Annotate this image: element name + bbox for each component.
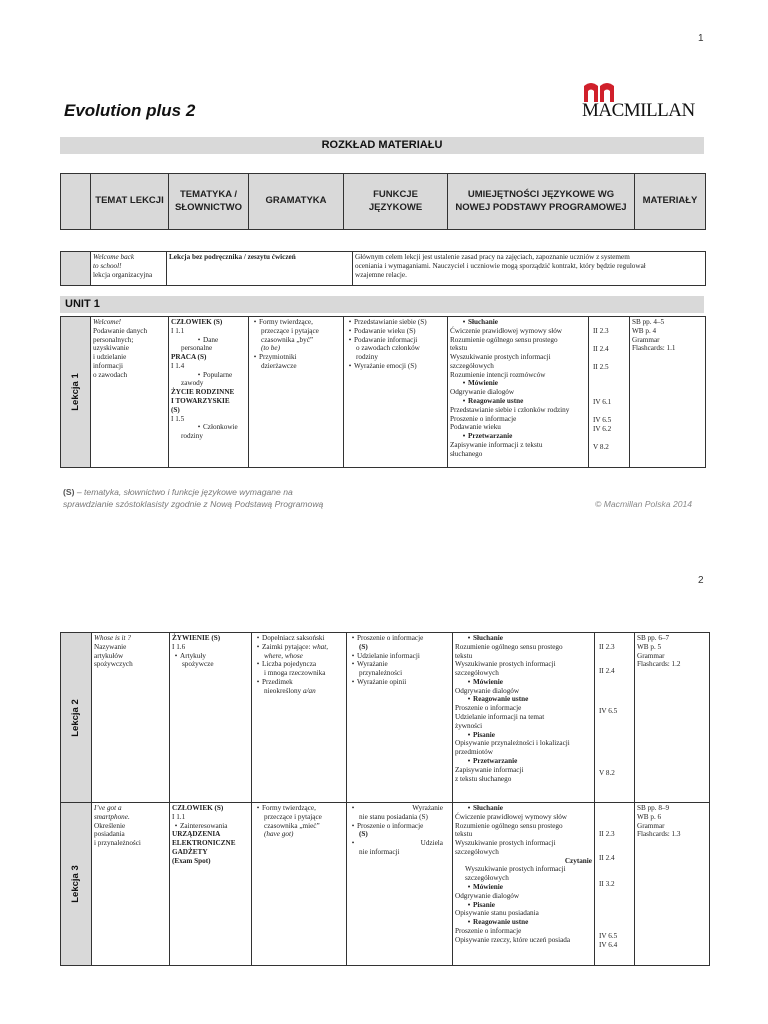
- material-item: Flashcards: 1.1: [632, 344, 676, 353]
- vocab-code: I 1.6: [172, 642, 186, 651]
- function-item: • Wyrażanie emocji (S): [346, 362, 445, 371]
- skill-heading: Czytanie: [564, 856, 592, 865]
- header-grammar: GRAMATYKA: [249, 174, 344, 230]
- material-item: WB p. 4: [632, 326, 657, 335]
- curriculum-code: II 2.4: [599, 853, 615, 862]
- skill-item: Wyszukiwanie prostych informacji: [455, 660, 556, 669]
- intro-topic-cell: [91, 252, 167, 286]
- vocab-code: I 1.4: [171, 361, 185, 370]
- vocab-heading: (S): [171, 405, 180, 414]
- grammar-item: przeczące i pytające: [261, 326, 319, 335]
- topic-line: Nazywanie: [94, 642, 127, 651]
- skill-item: Odgrywanie dialogów: [455, 686, 520, 695]
- header-functions: FUNKCJE JĘZYKOWE: [344, 174, 448, 230]
- skill-item: Rozumienie ogólnego sensu prostego: [450, 335, 558, 344]
- grammar-item: where, whose: [264, 651, 303, 660]
- function-item: przynależności: [359, 669, 403, 678]
- function-item: • Proszenie o informacje: [349, 822, 450, 831]
- vocab-code: I 1.5: [171, 414, 185, 423]
- vocab-heading: ELEKTRONICZNE: [172, 839, 236, 848]
- intro-side-cell: [61, 252, 91, 286]
- material-item: WB p. 6: [637, 812, 662, 821]
- material-item: SB pp. 4–5: [632, 318, 665, 326]
- material-item: Flashcards: 1.3: [637, 830, 681, 839]
- function-item: • Przedstawianie siebie (S): [346, 318, 445, 327]
- vocab-item: personalne: [181, 344, 213, 353]
- skill-item: Wyszukiwanie prostych informacji: [465, 865, 566, 874]
- intro-description-line: Głównym celem lekcji jest ustalenie zasad pracy na zajęciach, zapoznanie uczniów z systemem: [355, 253, 630, 261]
- lesson-label: Lekcja 1: [69, 373, 81, 411]
- skill-heading: • Reagowanie ustne: [455, 695, 592, 704]
- skill-item: przedmiotów: [455, 748, 493, 757]
- skill-heading: • Reagowanie ustne: [455, 918, 592, 927]
- grammar-text: a/an: [302, 686, 316, 695]
- lesson-2-side-cell: [61, 633, 92, 803]
- skill-item: z tekstu słuchanego: [455, 774, 512, 783]
- skill-heading: • Słuchanie: [455, 634, 592, 643]
- skill-heading: • Reagowanie ustne: [450, 397, 586, 406]
- material-item: SB pp. 6–7: [637, 634, 670, 642]
- function-item: rodziny: [356, 353, 378, 362]
- lesson-3-codes-cell: [595, 803, 635, 966]
- intro-lesson-table: [60, 251, 706, 286]
- material-item: Flashcards: 1.2: [637, 660, 681, 669]
- lessons-2-3-table: [60, 632, 710, 966]
- lesson-1-codes-cell: [589, 317, 630, 468]
- skill-heading: • Pisanie: [455, 731, 592, 740]
- schedule-header-table: [60, 173, 706, 230]
- topic-line: personalnych;: [93, 335, 134, 344]
- skill-item: Rozumienie ogólnego sensu prostego: [455, 821, 563, 830]
- grammar-item: • Liczba pojedyncza: [254, 660, 344, 669]
- skill-heading: • Mówienie: [450, 379, 586, 388]
- skill-item: tekstu: [455, 651, 473, 660]
- header-topic: TEMAT LEKCJI: [91, 174, 169, 230]
- topic-line: i przynależności: [94, 839, 141, 848]
- skill-heading: • Pisanie: [455, 901, 592, 910]
- lesson-3-grammar-cell: [252, 803, 347, 966]
- topic-line: i udzielanie: [93, 353, 127, 362]
- lesson-1-materials-cell: [630, 317, 706, 468]
- function-item: nie informacji: [359, 847, 400, 856]
- function-text: Wyrażanie: [412, 804, 443, 812]
- vocab-heading: ŻYWIENIE (S): [172, 634, 221, 642]
- vocab-item: spożywcze: [182, 660, 214, 669]
- function-item: • Proszenie o informacje: [349, 634, 450, 643]
- curriculum-code: V 8.2: [599, 769, 615, 778]
- skill-item: Rozumienie ogólnego sensu prostego: [455, 642, 563, 651]
- grammar-item: • Przymiotniki: [251, 353, 341, 362]
- skill-item: Opisywanie przynależności i lokalizacji: [455, 739, 570, 748]
- curriculum-code: II 2.4: [593, 344, 609, 353]
- vocab-heading: (Exam Spot): [172, 856, 211, 865]
- vocab-heading: URZĄDZENIA: [172, 830, 221, 839]
- lesson-label: Lekcja 3: [70, 865, 82, 903]
- footnote-text: sprawdzianie szóstoklasisty zgodnie z Nową Podstawą Programową: [63, 499, 324, 510]
- curriculum-code: IV 6.4: [599, 941, 618, 950]
- skill-item: żywności: [455, 721, 483, 730]
- skill-item: Proszenie o informacje: [455, 926, 522, 935]
- topic-line: Określenie: [94, 821, 126, 830]
- header-materials: MATERIAŁY: [635, 174, 706, 230]
- lesson-1-functions-cell: [344, 317, 448, 468]
- grammar-item: • Formy twierdzące,: [254, 804, 344, 813]
- vocab-heading: CZŁOWIEK (S): [172, 804, 224, 812]
- vocab-item: • Dane: [171, 336, 246, 345]
- book-title: Evolution plus 2: [64, 101, 196, 120]
- function-item: [349, 839, 450, 848]
- curriculum-code: IV 6.5: [599, 932, 618, 941]
- skill-item: tekstu: [455, 830, 473, 839]
- intro-topic-line: to school!: [93, 261, 122, 270]
- vocab-heading: CZŁOWIEK (S): [171, 318, 223, 326]
- grammar-item: dzierżawcze: [261, 361, 297, 370]
- skill-item: Proszenie o informacje: [450, 414, 517, 423]
- intro-topic-line: Welcome back: [93, 253, 135, 261]
- skill-item: Ćwiczenie prawidłowej wymowy słów: [455, 812, 567, 821]
- curriculum-code: II 2.3: [599, 830, 615, 838]
- curriculum-code: IV 6.2: [593, 424, 612, 433]
- vocab-heading: GADŻETY: [172, 847, 208, 856]
- skill-item: szczegółowych: [455, 847, 499, 856]
- material-item: WB p. 5: [637, 642, 662, 651]
- intro-description-line: wzajemne relacje.: [355, 270, 407, 279]
- skill-item: Odgrywanie dialogów: [450, 388, 515, 397]
- topic-line: uzyskiwanie: [93, 344, 129, 353]
- page-number: 1: [698, 33, 704, 44]
- vocab-code: I 1.1: [171, 326, 185, 335]
- macmillan-wordmark: MACMILLAN: [582, 100, 695, 121]
- lesson-3-topic-cell: [92, 803, 170, 966]
- skill-heading: • Mówienie: [455, 678, 592, 687]
- lesson-2-skills-cell: [453, 633, 595, 803]
- curriculum-code: II 2.3: [593, 327, 609, 335]
- grammar-item: przeczące i pytające: [264, 812, 322, 821]
- material-item: Grammar: [632, 335, 660, 344]
- topic-line: posiadania: [94, 830, 125, 839]
- function-item: [349, 804, 450, 813]
- topic-line: Whose is it ?: [94, 634, 131, 642]
- topic-line: I’ve got a: [94, 804, 122, 812]
- intro-mode-cell: Lekcja bez podręcznika / zeszytu ćwiczeń: [167, 252, 353, 286]
- lesson-1-grammar-cell: [249, 317, 344, 468]
- header-skills: UMIEJĘTNOŚCI JĘZYKOWE WG NOWEJ PODSTAWY PROGRAMOWEJ: [448, 174, 635, 230]
- function-item: nie stanu posiadania (S): [359, 812, 428, 821]
- function-item: (S): [359, 830, 368, 839]
- function-item: • Wyrażanie: [349, 660, 450, 669]
- footnote: [63, 486, 323, 511]
- skill-item: słuchanego: [450, 449, 483, 458]
- curriculum-code: II 2.5: [593, 362, 609, 371]
- lesson-2-materials-cell: [635, 633, 710, 803]
- vocab-item: • Członkowie: [171, 423, 246, 432]
- grammar-item: (have got): [264, 830, 294, 839]
- skill-item: Udzielanie informacji na temat: [455, 713, 545, 722]
- curriculum-code: II 2.3: [599, 643, 615, 651]
- section-title: ROZKŁAD MATERIAŁU: [60, 137, 704, 154]
- curriculum-code: II 2.4: [599, 666, 615, 675]
- skill-heading: • Mówienie: [455, 883, 592, 892]
- skill-item: Ćwiczenie prawidłowej wymowy słów: [450, 326, 562, 335]
- skill-item: Podawanie wieku: [450, 423, 501, 432]
- grammar-item: (to be): [261, 344, 280, 353]
- lesson-3-materials-cell: [635, 803, 710, 966]
- function-item: (S): [359, 642, 368, 651]
- vocab-heading: I TOWARZYSKIE: [171, 397, 230, 406]
- grammar-text: Zaimki pytające:: [262, 642, 311, 651]
- vocab-item: • Zainteresowania: [172, 822, 249, 831]
- function-item: • Podawanie informacji: [346, 336, 445, 345]
- material-item: SB pp. 8–9: [637, 804, 670, 812]
- material-item: Grammar: [637, 651, 665, 660]
- skill-heading: • Przetwarzanie: [455, 757, 592, 766]
- vocab-heading: PRACA (S): [171, 353, 207, 362]
- footnote-marker: (S): [63, 487, 75, 497]
- header-vocabulary: TEMATYKA / SŁOWNICTWO: [169, 174, 249, 230]
- skill-item: Przedstawianie siebie i członków rodziny: [450, 405, 570, 414]
- skill-heading: • Przetwarzanie: [450, 432, 586, 441]
- grammar-item: • Przedimek: [254, 678, 344, 687]
- curriculum-code: IV 6.1: [593, 398, 612, 407]
- vocab-item: • Popularne: [171, 371, 246, 380]
- skill-item: Opisywanie rzeczy, które uczeń posiada: [455, 935, 571, 944]
- skill-item: Rozumienie intencji rozmówców: [450, 370, 546, 379]
- curriculum-code: IV 6.5: [593, 416, 612, 425]
- vocab-item: rodziny: [181, 432, 203, 441]
- curriculum-code: II 3.2: [599, 879, 615, 888]
- unit-label: UNIT 1: [60, 296, 704, 313]
- grammar-item: [254, 687, 344, 696]
- lesson-2-codes-cell: [595, 633, 635, 803]
- skill-item: Odgrywanie dialogów: [455, 891, 520, 900]
- function-text: Udziela: [420, 839, 443, 848]
- lesson-2-functions-cell: [347, 633, 453, 803]
- lesson-1-skills-cell: [448, 317, 589, 468]
- lesson-2-topic-cell: [92, 633, 170, 803]
- topic-line: spożywczych: [94, 660, 133, 669]
- grammar-text: what,: [312, 642, 329, 651]
- lesson-2-vocabulary-cell: [170, 633, 252, 803]
- material-item: Grammar: [637, 821, 665, 830]
- lesson-label: Lekcja 2: [70, 698, 82, 737]
- topic-line: smartphone.: [94, 812, 130, 821]
- header-side-cell: [61, 174, 91, 230]
- lesson-1-topic-cell: [91, 317, 169, 468]
- macmillan-logo: [582, 80, 695, 124]
- vocab-item: zawody: [181, 379, 204, 388]
- curriculum-code: V 8.2: [593, 442, 609, 451]
- grammar-text: nieokreślony: [264, 686, 302, 695]
- topic-line: artykułów: [94, 651, 124, 660]
- lesson-1-side-cell: [61, 317, 91, 468]
- intro-topic-line: lekcja organizacyjna: [93, 270, 153, 279]
- function-item: • Udzielanie informacji: [349, 652, 450, 661]
- vocab-heading: ŻYCIE RODZINNE: [171, 388, 235, 397]
- lesson-1-vocabulary-cell: [169, 317, 249, 468]
- intro-description-line: oceniania i wymaganiami. Nauczyciel i uczniowie mogą sporządzić kontrakt, który będzie regulował: [355, 261, 646, 270]
- skill-item: Zapisywanie informacji z tekstu: [450, 440, 543, 449]
- grammar-item: czasownika „być”: [261, 335, 314, 344]
- grammar-item: • Dopełniacz saksoński: [254, 634, 344, 643]
- function-item: • Podawanie wieku (S): [346, 327, 445, 336]
- skill-item: Wyszukiwanie prostych informacji: [455, 839, 556, 848]
- lesson-3-side-cell: [61, 803, 92, 966]
- copyright: © Macmillan Polska 2014: [595, 499, 693, 509]
- lesson-3-skills-cell: [453, 803, 595, 966]
- skill-heading: • Słuchanie: [450, 318, 586, 327]
- skill-item: Zapisywanie informacji: [455, 765, 524, 774]
- topic-line: informacji: [93, 361, 123, 370]
- lesson-2-grammar-cell: [252, 633, 347, 803]
- skill-heading: • Słuchanie: [455, 804, 592, 813]
- grammar-item: i mnoga rzeczownika: [264, 669, 326, 678]
- topic-line: Podawanie danych: [93, 326, 148, 335]
- footnote-text: – tematyka, słownictwo i funkcje językowe wymagane na: [74, 487, 293, 497]
- intro-description-cell: [353, 252, 706, 286]
- grammar-item: • Formy twierdzące,: [251, 318, 341, 327]
- topic-line: Welcome!: [93, 318, 122, 326]
- skill-item: Wyszukiwanie prostych informacji: [450, 353, 551, 362]
- lesson-3-functions-cell: [347, 803, 453, 966]
- function-item: o zawodach członków: [356, 344, 420, 353]
- skill-item: Opisywanie stanu posiadania: [455, 909, 539, 918]
- curriculum-code: IV 6.5: [599, 706, 618, 715]
- grammar-item: [254, 643, 344, 652]
- skill-item: szczegółowych: [450, 361, 494, 370]
- topic-line: o zawodach: [93, 370, 128, 379]
- vocab-item: • Artykuły: [172, 652, 249, 661]
- function-item: • Wyrażanie opinii: [349, 678, 450, 687]
- lesson-1-table: [60, 316, 706, 468]
- page-number: 2: [698, 575, 704, 586]
- vocab-code: I 1.1: [172, 812, 186, 821]
- skill-item: szczegółowych: [455, 669, 499, 678]
- skill-item: tekstu: [450, 344, 468, 353]
- skill-item: Proszenie o informacje: [455, 704, 522, 713]
- grammar-item: czasownika „mieć”: [264, 821, 320, 830]
- lesson-3-vocabulary-cell: [170, 803, 252, 966]
- skill-item: szczegółowych: [465, 874, 509, 883]
